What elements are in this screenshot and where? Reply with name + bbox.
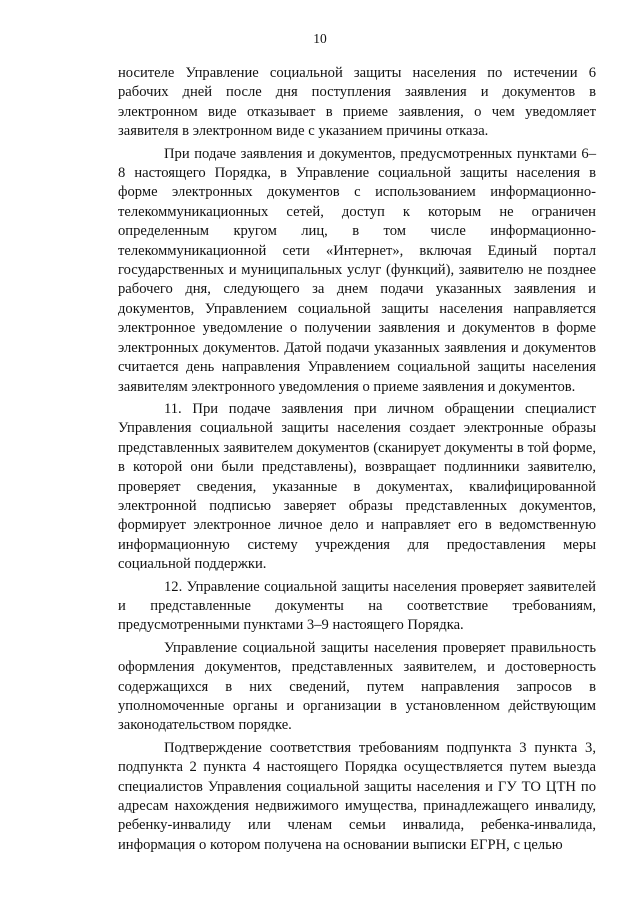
paragraph-5: Управление социальной защиты населения проверяет правильность оформления документов, представленных заявителем, и достоверность содержащихся в них сведений, путем направления запросов в уполномоченные органы и организации в установленном действующим законодательством порядке. <box>118 639 596 734</box>
paragraph-4-item-12: 12. Управление социальной защиты населения проверяет заявителей и представленные документы на соответствие требованиям, предусмотренными пунктами 3–9 настоящего Порядка. <box>118 578 596 634</box>
paragraph-6: Подтверждение соответствия требованиям подпункта 3 пункта 3, подпункта 2 пункта 4 настоящего Порядка осуществляется путем выезда специалистов Управления социальной защиты населения и ГУ ТО ЦТН по адресам нахождения недвижимого имущества, принадлежащего инвалиду, ребенку-инвалиду или членам семьи инвалида, ребенка-инвалида, информация о котором получена на основании выписки ЕГРН, с целью <box>118 739 596 853</box>
paragraph-3-item-11: 11. При подаче заявления при личном обращении специалист Управления социальной защиты населения создает электронные образы представленных заявителем документов (сканирует документы в той форме, в которой они были представлены), возвращает подлинники заявителю, проверяет сведения, указанные в документах, квалифицированной электронной подписью заверяет образы представленных документов, формирует электронное личное дело и направляет его в ведомственную информационную систему учреждения для предоставления меры социальной поддержки. <box>118 400 596 573</box>
page-number: 10 <box>313 31 327 46</box>
document-body <box>118 64 596 855</box>
paragraph-1: носителе Управление социальной защиты населения по истечении 6 рабочих дней после дня поступления заявления и документов в электронном виде отказывает в приеме заявления, о чем уведомляет заявителя в электронном виде с указанием причины отказа. <box>118 65 596 140</box>
paragraph-2: При подаче заявления и документов, предусмотренных пунктами 6–8 настоящего Порядка, в Управление социальной защиты населения в форме электронных документов с использованием информационно-телекоммуникационных сетей, доступ к которым не ограничен определенным кругом лиц, в том числе информационно-телекоммуникационной сети «Интернет», включая Единый портал государственных и муниципальных услуг (функций), заявителю не позднее рабочего дня, следующего за днем подачи указанных заявления и документов, Управлением социальной защиты населения направляется электронное уведомление о получении заявления и документов в форме электронных документов. Датой подачи указанных заявления и документов считается день направления Управлением социальной защиты населения заявителям электронного уведомления о приеме заявления и документов. <box>118 145 596 395</box>
